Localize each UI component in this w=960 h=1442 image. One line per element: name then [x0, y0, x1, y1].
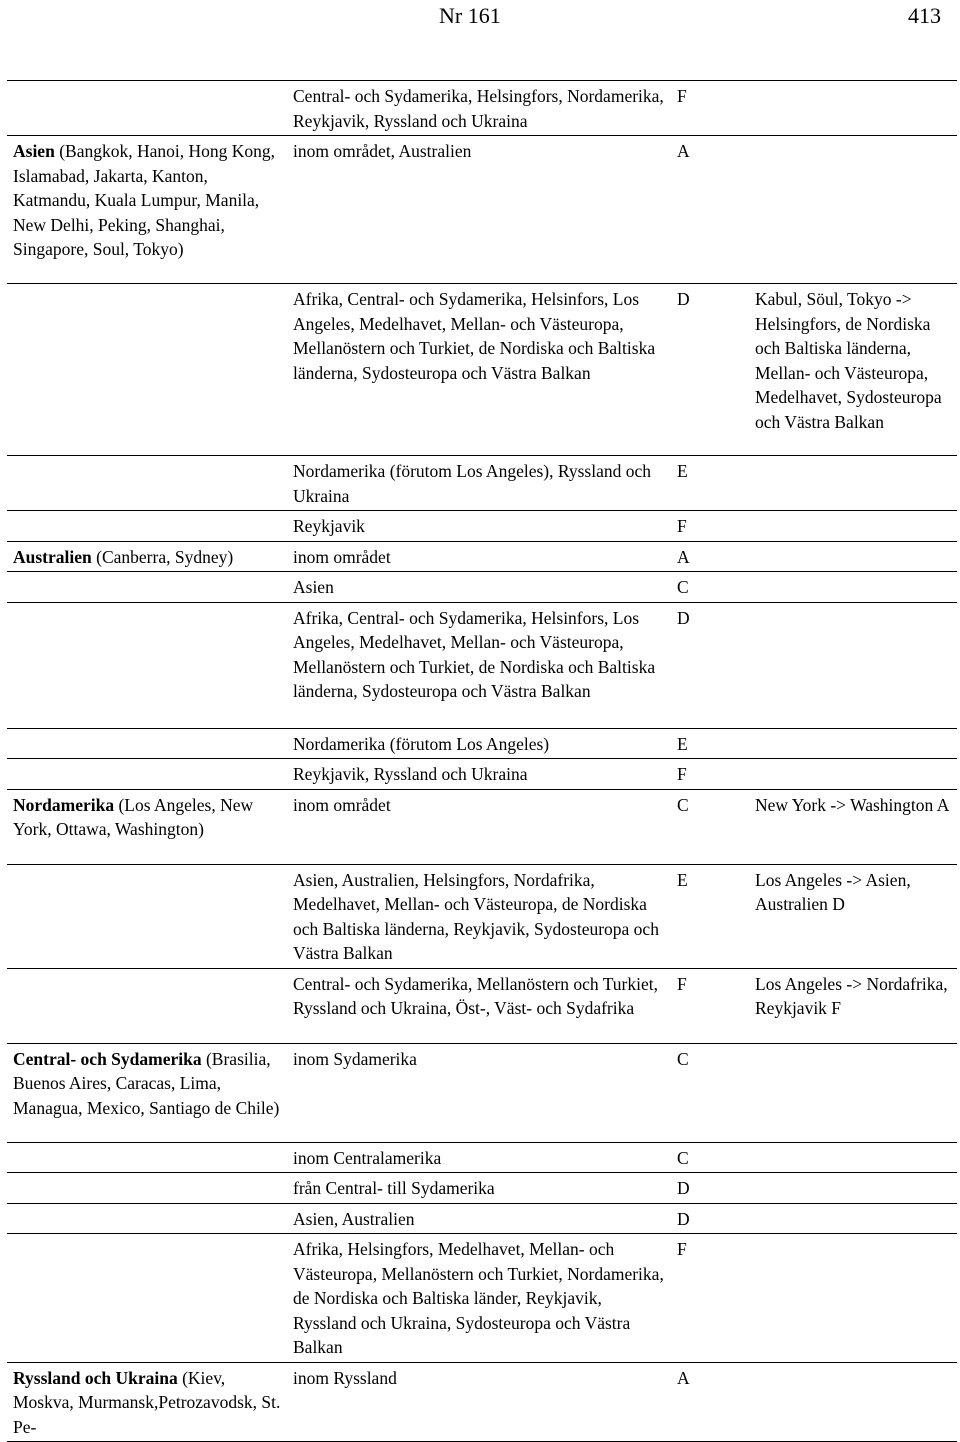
table-row	[7, 541, 957, 572]
region-cell	[7, 1043, 287, 1142]
destination-cell: Central- och Sydamerika, Helsingfors, Nordamerika, Reykjavik, Ryssland och Ukraina	[287, 81, 671, 136]
note-cell: Los Angeles -> Asien, Australien D	[749, 864, 957, 968]
category-cell: D	[671, 1173, 749, 1204]
region-cell	[7, 864, 287, 968]
table-row	[7, 456, 957, 511]
page-header	[0, 0, 960, 40]
destination-cell: Asien	[287, 572, 671, 603]
region-name: Asien	[13, 141, 55, 161]
region-cell	[7, 1173, 287, 1204]
destination-cell: Reykjavik, Ryssland och Ukraina	[287, 759, 671, 790]
region-cell	[7, 456, 287, 511]
table-row	[7, 602, 957, 728]
table-row	[7, 1203, 957, 1234]
note-cell	[749, 136, 957, 284]
note-cell: Kabul, Söul, Tokyo -> Helsingfors, de Nordiska och Baltiska länderna, Mellan- och Västeuropa, Medelhavet, Sydosteuropa och Västra Balkan	[749, 284, 957, 456]
page-number: 413	[908, 3, 941, 28]
destination-cell: inom området, Australien	[287, 136, 671, 284]
region-cell	[7, 1142, 287, 1173]
category-cell: F	[671, 81, 749, 136]
region-cities: (Canberra, Sydney)	[91, 546, 234, 567]
table-row	[7, 1173, 957, 1204]
category-cell: C	[671, 789, 749, 864]
region-cities: (Bangkok, Hanoi, Hong Kong, Islamabad, Jakarta, Kanton, Katmandu, Kuala Lumpur, Manila, New Delhi, Peking, Shanghai, Singapore, Soul, Tokyo)	[13, 141, 275, 259]
destination-cell: Nordamerika (förutom Los Angeles)	[287, 728, 671, 759]
destination-cell: Afrika, Helsingfors, Medelhavet, Mellan- och Västeuropa, Mellanöstern och Turkiet, Nordamerika, de Nordiska och Baltiska länder, Reykjavik, Ryssland och Ukraina, Sydosteuropa och Västra Balkan	[287, 1234, 671, 1363]
region-cities: (Los Angeles, New York, Ottawa, Washington)	[13, 794, 254, 839]
category-cell: E	[671, 864, 749, 968]
destination-cell: inom Sydamerika	[287, 1043, 671, 1142]
region-cell	[7, 511, 287, 542]
note-cell	[749, 511, 957, 542]
region-cell	[7, 284, 287, 456]
destination-cell: inom Ryssland	[287, 1362, 671, 1442]
region-name: Ryssland och Ukraina	[13, 1367, 178, 1388]
category-cell: F	[671, 759, 749, 790]
region-cell	[7, 1234, 287, 1363]
region-category-table-wrap	[7, 80, 957, 1442]
category-cell: F	[671, 968, 749, 1043]
table-row	[7, 864, 957, 968]
region-name: Central- och Sydamerika	[13, 1048, 202, 1069]
category-cell: F	[671, 1234, 749, 1363]
destination-cell: Reykjavik	[287, 511, 671, 542]
region-cell	[7, 602, 287, 728]
category-cell: A	[671, 541, 749, 572]
category-cell: A	[671, 136, 749, 284]
category-cell: D	[671, 602, 749, 728]
journal-issue: Nr 161	[439, 3, 501, 28]
table-row	[7, 1043, 957, 1142]
destination-cell: från Central- till Sydamerika	[287, 1173, 671, 1204]
region-cell	[7, 968, 287, 1043]
region-cell	[7, 759, 287, 790]
category-cell: D	[671, 1203, 749, 1234]
region-cell	[7, 136, 287, 284]
destination-cell: Central- och Sydamerika, Mellanöstern och Turkiet, Ryssland och Ukraina, Öst-, Väst- och Sydafrika	[287, 968, 671, 1043]
destination-cell: inom området	[287, 541, 671, 572]
table-row	[7, 284, 957, 456]
table-row	[7, 136, 957, 284]
region-name: Nordamerika	[13, 794, 115, 815]
category-cell: E	[671, 456, 749, 511]
note-cell	[749, 456, 957, 511]
note-cell	[749, 1142, 957, 1173]
table-row	[7, 1362, 957, 1442]
note-cell	[749, 728, 957, 759]
region-name: Australien	[13, 546, 92, 567]
region-cell	[7, 81, 287, 136]
region-category-table	[7, 80, 957, 1442]
note-cell	[749, 1362, 957, 1442]
note-cell	[749, 602, 957, 728]
category-cell: C	[671, 1142, 749, 1173]
destination-cell: inom Centralamerika	[287, 1142, 671, 1173]
region-cities: (Kiev, Moskva, Murmansk,Petrozavodsk, St. Pe-	[13, 1367, 281, 1437]
table-row	[7, 81, 957, 136]
table-row	[7, 1142, 957, 1173]
table-row	[7, 572, 957, 603]
region-cities: (Brasilia, Buenos Aires, Caracas, Lima, Managua, Mexico, Santiago de Chile)	[13, 1048, 280, 1118]
category-cell: E	[671, 728, 749, 759]
destination-cell: Asien, Australien, Helsingfors, Nordafrika, Medelhavet, Mellan- och Västeuropa, de Nordiska och Baltiska länderna, Reykjavik, Sydosteuropa och Västra Balkan	[287, 864, 671, 968]
category-cell: F	[671, 511, 749, 542]
table-row	[7, 759, 957, 790]
category-cell: D	[671, 284, 749, 456]
region-cell	[7, 1362, 287, 1442]
destination-cell: Nordamerika (förutom Los Angeles), Ryssland och Ukraina	[287, 456, 671, 511]
destination-cell: Asien, Australien	[287, 1203, 671, 1234]
region-cell	[7, 572, 287, 603]
table-row	[7, 968, 957, 1043]
note-cell	[749, 572, 957, 603]
category-cell: A	[671, 1362, 749, 1442]
note-cell	[749, 541, 957, 572]
table-row	[7, 1234, 957, 1363]
destination-cell: inom området	[287, 789, 671, 864]
note-cell	[749, 759, 957, 790]
note-cell	[749, 1203, 957, 1234]
destination-cell: Afrika, Central- och Sydamerika, Helsinfors, Los Angeles, Medelhavet, Mellan- och Västeuropa, Mellanöstern och Turkiet, de Nordiska och Baltiska länderna, Sydosteuropa och Västra Balkan	[287, 602, 671, 728]
region-cell	[7, 789, 287, 864]
table-row	[7, 728, 957, 759]
note-cell	[749, 1234, 957, 1363]
note-cell	[749, 1043, 957, 1142]
note-cell: Los Angeles -> Nordafrika, Reykjavik F	[749, 968, 957, 1043]
note-cell	[749, 81, 957, 136]
region-cell	[7, 1203, 287, 1234]
destination-cell: Afrika, Central- och Sydamerika, Helsinfors, Los Angeles, Medelhavet, Mellan- och Västeuropa, Mellanöstern och Turkiet, de Nordiska och Baltiska länderna, Sydosteuropa och Västra Balkan	[287, 284, 671, 456]
region-cell	[7, 728, 287, 759]
table-row	[7, 789, 957, 864]
category-cell: C	[671, 572, 749, 603]
category-cell: C	[671, 1043, 749, 1142]
region-cell	[7, 541, 287, 572]
note-cell: New York -> Washington A	[749, 789, 957, 864]
note-cell	[749, 1173, 957, 1204]
table-row	[7, 511, 957, 542]
